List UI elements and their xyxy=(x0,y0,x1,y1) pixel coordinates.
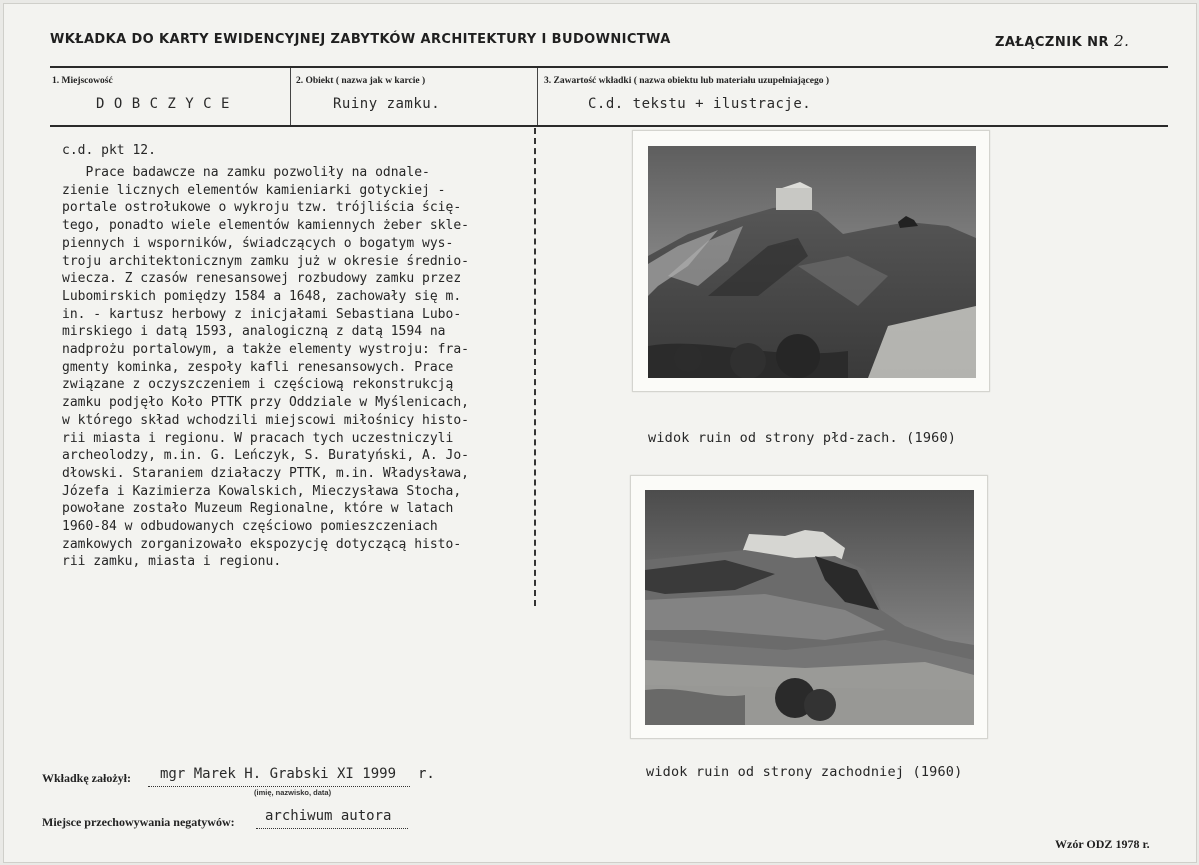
header-bottom-rule xyxy=(50,125,1168,127)
body-line: mirskiego i datą 1593, analogiczną z datą 1594 na xyxy=(62,324,446,340)
body-line: rii zamku, miasta i regionu. xyxy=(62,554,282,570)
field-value-contents: C.d. tekstu + ilustracje. xyxy=(588,96,812,112)
body-line: troju architektonicznym zamku już w okresie średnio- xyxy=(62,253,469,269)
author-dotted-line xyxy=(148,786,410,787)
body-line: dłowski. Staraniem działaczy PTTK, m.in. Władysława, xyxy=(62,465,469,481)
body-line: archeolodzy, m.in. G. Leńczyk, S. Buratyński, A. Jo- xyxy=(62,448,469,464)
body-line: tego, ponadto wiele elementów kamiennych żeber skle- xyxy=(62,218,469,234)
body-line: rii miasta i regionu. W pracach tych uczestniczyli xyxy=(62,430,454,446)
storage-dotted-line xyxy=(256,828,408,829)
body-line: Prace badawcze na zamku pozwoliły na odnale- xyxy=(62,165,430,180)
body-line: Józefa i Kazimierza Kowalskich, Mieczysława Stocha, xyxy=(62,483,462,499)
annex-label: ZAŁĄCZNIK NR xyxy=(995,35,1110,50)
photo-card-1 xyxy=(632,130,990,392)
body-line: 1960-84 w odbudowanych częściowo pomieszczeniach xyxy=(62,519,438,534)
body-line: wiecza. Z czasów renesansowej rozbudowy zamku przez xyxy=(62,271,462,287)
field-label-contents: 3. Zawartość wkładki ( nazwa obiektu lub materiału uzupełniającego ) xyxy=(544,76,830,86)
body-line: zienie licznych elementów kamieniarki gotyckiej - xyxy=(62,182,446,198)
annex-number-handwritten: 2. xyxy=(1114,32,1130,50)
body-heading: c.d. pkt 12. xyxy=(62,143,156,158)
author-date-suffix: r. xyxy=(418,766,435,782)
body-line: in. - kartusz herbowy z inicjałami Sebastiana Lubo- xyxy=(62,306,462,322)
field-divider-2 xyxy=(537,68,538,125)
body-line: piennych i wsporników, świadczących o bogatym wys- xyxy=(62,235,454,251)
photo-caption-1: widok ruin od strony płd-zach. (1960) xyxy=(648,430,957,446)
column-divider-dashed xyxy=(534,128,536,606)
field-value-locality: D O B C Z Y C E xyxy=(96,96,230,112)
body-line: portale ostrołukowe o wykroju tzw. trójliścia ścię- xyxy=(62,200,462,216)
body-line: powołane zostało Muzeum Regionalne, które w latach xyxy=(62,501,454,517)
field-divider-1 xyxy=(290,68,291,125)
photo-caption-2: widok ruin od strony zachodniej (1960) xyxy=(646,764,963,780)
form-code: Wzór ODZ 1978 r. xyxy=(1055,837,1150,851)
storage-label: Miejsce przechowywania negatywów: xyxy=(42,815,235,829)
annex-number xyxy=(995,32,1129,50)
field-value-object: Ruiny zamku. xyxy=(333,96,441,112)
header-top-rule xyxy=(50,66,1168,68)
body-line: zamkowych zorganizowało ekspozycję dotyczącą histo- xyxy=(62,536,462,552)
field-label-locality: 1. Miejscowość xyxy=(52,76,113,86)
body-line: w którego skład wchodzili miejscowi miłośnicy histo- xyxy=(62,412,469,428)
author-value: mgr Marek H. Grabski XI 1999 xyxy=(160,766,397,782)
body-line: związane z oczyszczeniem i częściową rekonstrukcją xyxy=(62,377,454,393)
photo-castle-ruins-southwest xyxy=(648,146,976,378)
author-hint: (imię, nazwisko, data) xyxy=(254,788,332,797)
body-line: nadprożu portalowym, a także elementy wystroju: fra- xyxy=(62,342,469,357)
photo-card-2 xyxy=(630,475,988,739)
author-label: Wkładkę założył: xyxy=(42,771,131,785)
field-label-object: 2. Obiekt ( nazwa jak w karcie ) xyxy=(296,76,426,86)
storage-value: archiwum autora xyxy=(265,808,392,824)
body-line: zamku podjęło Koło PTTK przy Oddziale w Myślenicach, xyxy=(62,395,469,411)
body-line: Lubomirskich pomiędzy 1584 a 1648, zachowały się m. xyxy=(62,288,462,304)
body-line: gmenty kominka, zespoły kafli renesansowych. Prace xyxy=(62,359,454,375)
photo-castle-ruins-west xyxy=(645,490,974,725)
document-title: WKŁADKA DO KARTY EWIDENCYJNEJ ZABYTKÓW ARCHITEKTURY I BUDOWNICTWA xyxy=(50,32,671,47)
